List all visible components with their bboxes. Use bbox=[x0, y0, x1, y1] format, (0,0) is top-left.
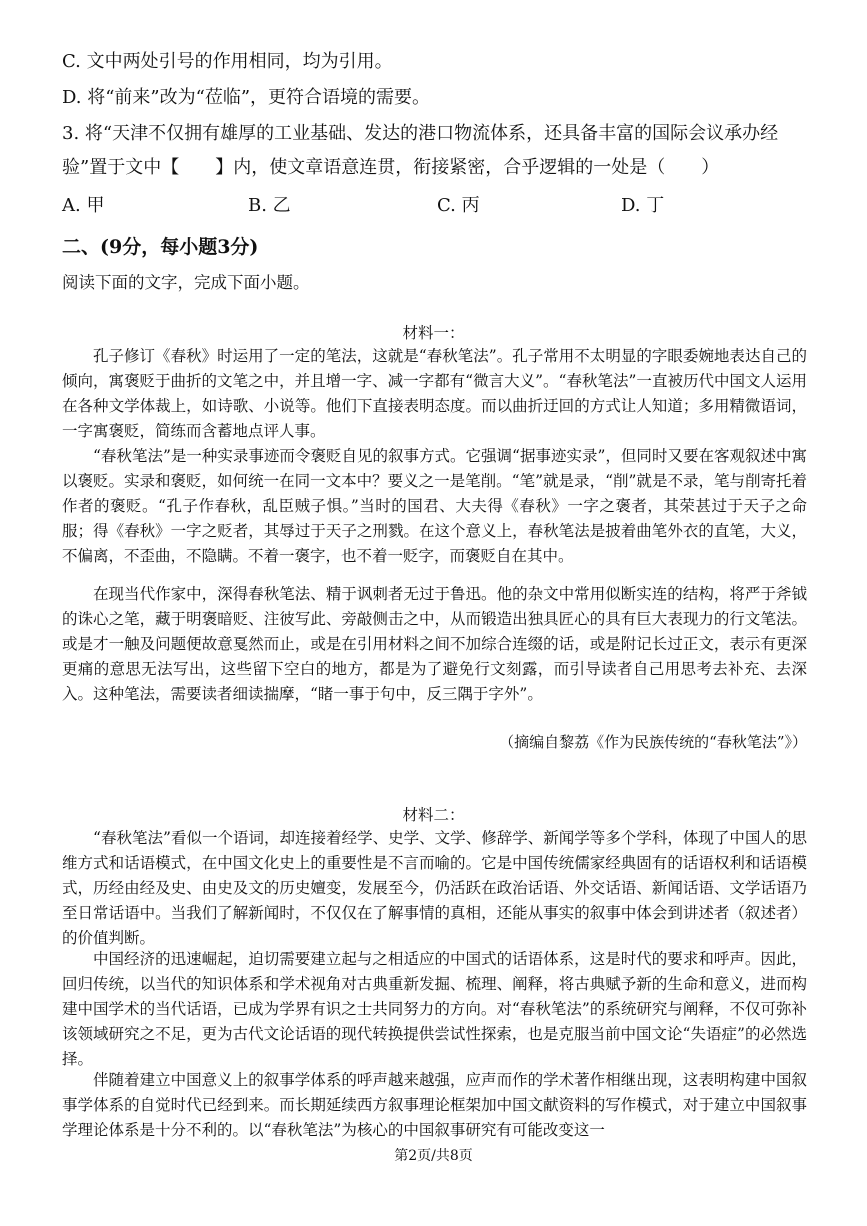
section-heading: 二、(9分，每小题3分) bbox=[62, 236, 259, 258]
question-3-line2: 验”置于文中【 】内，使文章语意连贯，衔接紧密，合乎逻辑的一处是（ ） bbox=[62, 157, 720, 178]
material2-paragraph: 中国经济的迅速崛起，迫切需要建立起与之相适应的中国式的话语体系，这是时代的要求和呼声。因此，回归传统，以当代的知识体系和学术视角对古典重新发掘、梳理、阐释，将古典赋予新的生命和意义，进而构建中国学术的当代话语，已成为学界有识之士共同努力的方向。对“春秋笔法”的系统研究与阐释，不仅可弥补该领域研究之不足，更为古代文论话语的现代转换提供尝试性探索，也是克服当前中国文论“失语症”的必然选择。 bbox=[62, 950, 807, 1068]
option-d-q2: D. 将“前来”改为“莅临”，更符合语境的需要。 bbox=[62, 87, 431, 108]
page-number: 第2页/共8页 bbox=[394, 1148, 473, 1164]
q3-option-a: A. 甲 bbox=[62, 195, 105, 216]
material2-title: 材料二： bbox=[402, 806, 465, 824]
section-instruction: 阅读下面的文字，完成下面小题。 bbox=[62, 273, 310, 292]
material1-paragraph: 孔子修订《春秋》时运用了一定的笔法，这就是“春秋笔法”。孔子常用不太明显的字眼委婉地表达自己的倾向，寓褒贬于曲折的文笔之中，并且增一字、减一字都有“微言大义”。“春秋笔法”一直被历代中国文人运用在各种文学体裁上，如诗歌、小说等。他们下直接表明态度。而以曲折迂回的方式让人知道；多用精微语词，一字寓褒贬，简练而含蓄地点评人事。 bbox=[62, 347, 807, 440]
material1-paragraph: 在现当代作家中，深得春秋笔法、精于讽刺者无过于鲁迅。他的杂文中常用似断实连的结构，将严于斧钺的诛心之笔，藏于明褒暗贬、注彼写此、旁敲侧击之中，从而锻造出独具匠心的具有巨大表现力的行文笔法。或是才一触及问题便故意戛然而止，或是在引用材料之间不加综合连缀的话，或是附记长过正文，表示有更深更痛的意思无法写出，这些留下空白的地方，都是为了避免行文刻露，而引导读者自己用思考去补充、去深入。这种笔法，需要读者细读揣摩，“睹一事于句中，反三隅于字外”。 bbox=[62, 585, 807, 703]
material1-paragraph: “春秋笔法”是一种实录事迹而令褒贬自见的叙事方式。它强调“据事迹实录”，但同时又要在客观叙述中寓以褒贬。实录和褒贬，如何统一在同一文本中？要义之一是笔削。“笔”就是录，“削”就是不录，笔与削寄托着作者的褒贬。“孔子作春秋，乱臣贼子惧。”当时的国君、大夫得《春秋》一字之褒者，其荣甚过于天子之命服；得《春秋》一字之贬者，其辱过于天子之刑戮。在这个意义上，春秋笔法是披着曲笔外衣的直笔，大义，不偏离，不歪曲，不隐瞒。不着一褒字，也不着一贬字，而褒贬自在其中。 bbox=[62, 447, 807, 565]
q3-option-d: D. 丁 bbox=[621, 195, 665, 216]
q3-option-c: C. 丙 bbox=[437, 195, 480, 216]
material2-paragraph: 伴随着建立中国意义上的叙事学体系的呼声越来越强，应声而作的学术著作相继出现，这表明构建中国叙事学体系的自觉时代已经到来。而长期延续西方叙事理论框架加中国文献资料的写作模式，对于建立中国叙事学理论体系是十分不利的。以“春秋笔法”为核心的中国叙事研究有可能改变这一 bbox=[62, 1071, 807, 1139]
material1-source: （摘编自黎荔《作为民族传统的“春秋笔法”》） bbox=[499, 733, 807, 751]
q3-option-b: B. 乙 bbox=[248, 195, 291, 216]
question-3-line1: 3. 将“天津不仅拥有雄厚的工业基础、发达的港口物流体系，还具备丰富的国际会议承办经 bbox=[62, 123, 779, 144]
material2-paragraph: “春秋笔法”看似一个语词，却连接着经学、史学、文学、修辞学、新闻学等多个学科，体现了中国人的思维方式和话语模式，在中国文化史上的重要性是不言而喻的。它是中国传统儒家经典固有的话语权利和话语模式，历经由经及史、由史及文的历史嬗变，发展至今，仍活跃在政治话语、外交话语、新闻话语、文学话语乃至日常话语中。当我们了解新闻时，不仅仅在了解事情的真相，还能从事实的叙事中体会到讲述者（叙述者）的价值判断。 bbox=[62, 829, 807, 947]
material1-title: 材料一： bbox=[402, 324, 465, 342]
option-c-q2: C. 文中两处引号的作用相同，均为引用。 bbox=[62, 51, 393, 72]
